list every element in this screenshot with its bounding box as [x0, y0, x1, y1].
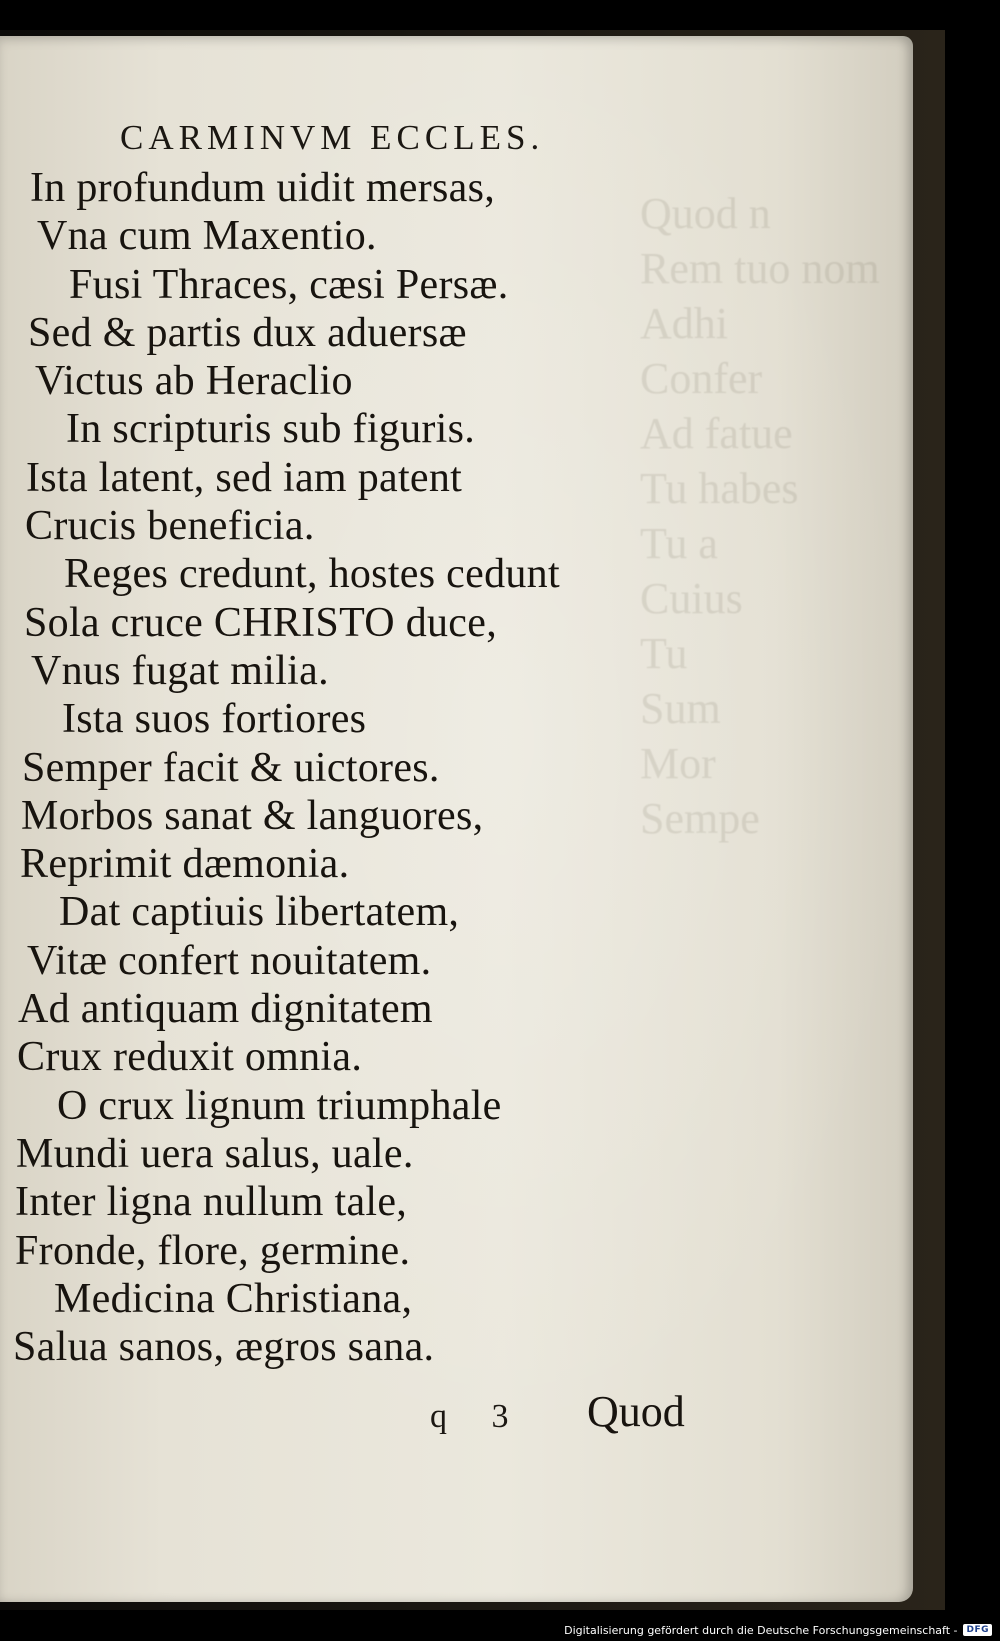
verse-line: O crux lignum triumphale — [57, 1082, 502, 1129]
verse-line: Crucis beneficia. — [25, 503, 315, 550]
verse-line: Ista suos fortiores — [62, 696, 367, 743]
footer-credit: Digitalisierung gefördert durch die Deutsche Forschungsgemeinschaft - — [564, 1623, 958, 1637]
verse-line: Crux reduxit omnia. — [17, 1034, 363, 1081]
dfg-logo-icon: DFG — [963, 1624, 992, 1636]
digitization-footer — [564, 1621, 992, 1639]
verse-line: In scripturis sub figuris. — [66, 406, 476, 453]
verse-line: Vitæ confert nouitatem. — [27, 937, 432, 984]
verse-list — [0, 164, 880, 1371]
verse-line: Fusi Thraces, cæsi Persæ. — [69, 261, 509, 308]
verse-line: Medicina Christiana, — [54, 1275, 413, 1322]
verse-line: Reges credunt, hostes cedunt — [64, 551, 560, 598]
verse-line: Sed & partis dux aduersæ — [28, 309, 467, 356]
verse-line: Vna cum Maxentio. — [37, 213, 377, 260]
verse-line: Sola cruce CHRISTO duce, — [24, 599, 497, 646]
signature-mark: q 3 — [430, 1398, 527, 1435]
verse-line: In profundum uidit mersas, — [30, 165, 496, 211]
book-page — [0, 36, 913, 1602]
verse-line: Salua sanos, ægros sana. — [13, 1324, 435, 1371]
verse-line: Inter ligna nullum tale, — [15, 1179, 408, 1226]
verse-line: Morbos sanat & languores, — [21, 792, 484, 839]
verse-line: Fronde, flore, germine. — [15, 1227, 411, 1274]
running-head: CARMINVM ECCLES. — [120, 118, 545, 157]
verse-line: Semper facit & uictores. — [22, 744, 440, 791]
catchword: Quod — [587, 1387, 685, 1436]
verse-line: Victus ab Heraclio — [35, 358, 353, 405]
verse-line: Ad antiquam dignitatem — [18, 986, 433, 1033]
verse-line: Dat captiuis libertatem, — [59, 889, 460, 936]
bleed-through-text: Quod n Rem tuo nom Adhi Confer Ad fatue Tu habes Tu a Cuius Tu Sum Mor Sempe — [640, 189, 880, 843]
verse-line: Ista latent, sed iam patent — [26, 454, 463, 501]
verse-line: Mundi uera salus, uale. — [16, 1130, 414, 1177]
verse-line: Reprimit dæmonia. — [20, 841, 350, 888]
verse-line: Vnus fugat milia. — [31, 647, 329, 694]
